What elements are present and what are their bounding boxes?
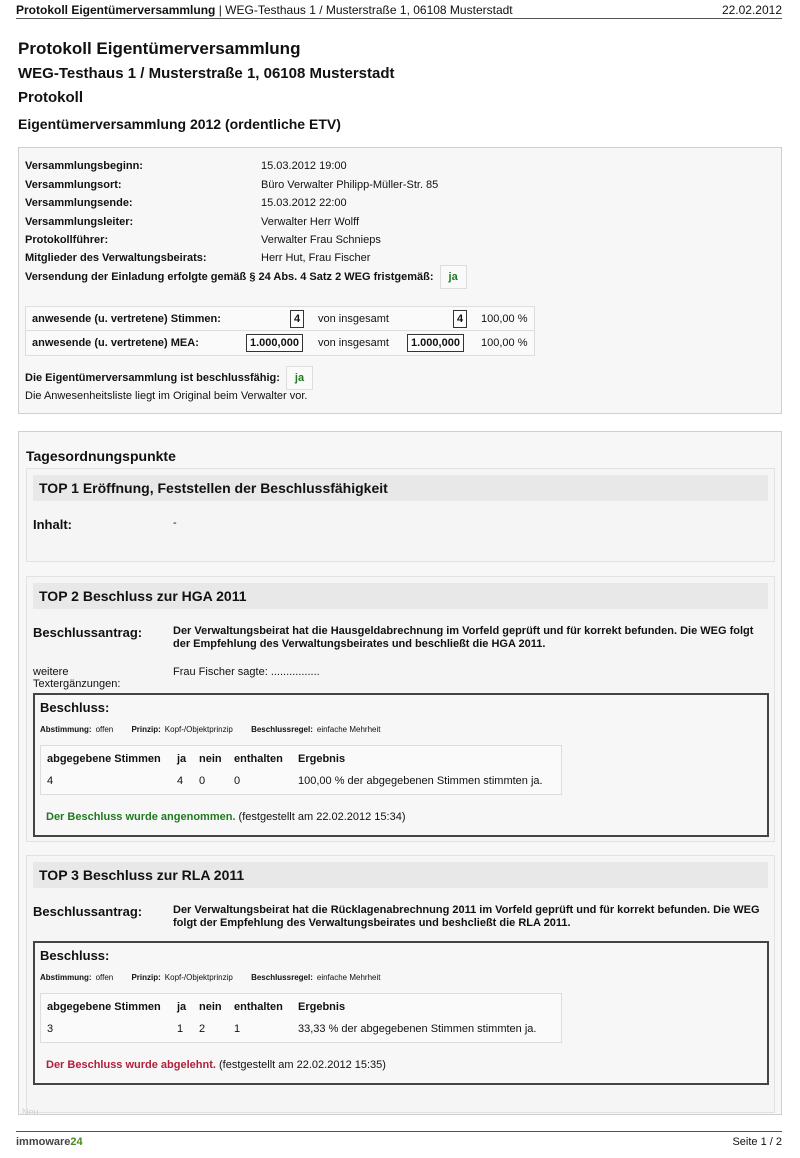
result-note: (festgestellt am 22.02.2012 15:35) — [215, 1059, 386, 1071]
presence-of-label: von insgesamt — [318, 337, 389, 349]
vote-cell: 4 — [177, 775, 184, 787]
top2-decision-meta — [40, 725, 396, 734]
faded-label: Neu — [22, 1107, 39, 1117]
vote-header: nein — [199, 1001, 222, 1013]
attendance-note: Die Anwesenheitsliste liegt im Original beim Verwalter vor. — [25, 390, 308, 402]
top1-heading: TOP 1 Eröffnung, Feststellen der Beschlussfähigkeit — [33, 475, 768, 501]
presence-label: anwesende (u. vertretene) MEA: — [32, 337, 199, 349]
vote-header: nein — [199, 753, 222, 765]
voting-value: offen — [95, 973, 114, 982]
brand-logo — [16, 1136, 83, 1148]
info-label: Protokollführer: — [25, 234, 109, 246]
top3-result — [46, 1059, 386, 1071]
voting-value: offen — [95, 725, 114, 734]
principle-value: Kopf-/Objektprinzip — [164, 973, 233, 982]
top3-decision-meta — [40, 973, 396, 982]
invitation-row — [25, 265, 467, 289]
vote-cell: 1 — [234, 1023, 241, 1035]
vote-header: ja — [177, 753, 187, 765]
info-value: 15.03.2012 22:00 — [261, 197, 347, 209]
presence-total-value: 1.000,000 — [407, 334, 464, 352]
meeting-info-panel — [18, 147, 782, 414]
presence-row-votes — [26, 307, 534, 331]
top2-result — [46, 811, 406, 823]
top3-decision-box — [33, 941, 769, 1085]
vote-header: abgegebene Stimmen — [47, 1001, 161, 1013]
principle-label: Prinzip: — [131, 973, 161, 982]
result-status: Der Beschluss wurde angenommen. — [46, 811, 236, 823]
protocol-heading: Protokoll — [18, 89, 84, 106]
quorum-label: Die Eigentümerversammlung ist beschlussfähig: — [25, 372, 280, 384]
info-value: Büro Verwalter Philipp-Müller-Str. 85 — [261, 179, 439, 191]
rule-label: Beschlussregel: — [251, 973, 313, 982]
page-number: Seite 1 / 2 — [732, 1135, 782, 1148]
presence-row-mea — [26, 331, 534, 355]
voting-label: Abstimmung: — [40, 973, 92, 982]
top2-decision-title: Beschluss: — [40, 700, 110, 715]
presence-percent: 100,00 % — [481, 313, 528, 325]
vote-cell: 100,00 % der abgegebenen Stimmen stimmten ja. — [298, 775, 543, 787]
quorum-row — [25, 366, 313, 390]
top2-motion-text: Der Verwaltungsbeirat hat die Hausgeldabrechnung im Vorfeld geprüft und für korrekt befunden. Die WEG folgt der Empfehlung des Verwaltungsbeirates und beschließt die HGA 2011. — [173, 625, 754, 650]
top3-motion-label: Beschlussantrag: — [33, 904, 143, 919]
vote-cell: 4 — [47, 775, 54, 787]
rule-label: Beschlussregel: — [251, 725, 313, 734]
page-title: Protokoll Eigentümerversammlung — [18, 39, 301, 58]
vote-header: enthalten — [234, 1001, 283, 1013]
vote-cell: 1 — [177, 1023, 184, 1035]
info-value: Verwalter Herr Wolff — [261, 216, 360, 228]
principle-value: Kopf-/Objektprinzip — [164, 725, 233, 734]
agenda-title: Tagesordnungspunkte — [26, 448, 176, 464]
info-value: Verwalter Frau Schnieps — [261, 234, 381, 246]
header-date: 22.02.2012 — [721, 3, 782, 17]
agenda-panel — [18, 431, 782, 1115]
invitation-status-badge: ja — [440, 265, 467, 289]
header-title-bold: Protokoll Eigentümerversammlung — [16, 3, 216, 17]
presence-present-value: 4 — [290, 310, 304, 328]
property-title: WEG-Testhaus 1 / Musterstraße 1, 06108 Musterstadt — [18, 65, 395, 82]
top3-motion-text: Der Verwaltungsbeirat hat die Rücklagenabrechnung 2011 im Vorfeld geprüft und für korrekt befunden. Die WEG folgt der Empfehlung des Verwaltungsbeirates und beshcließt die RLA 2011. — [173, 904, 760, 929]
vote-header: Ergebnis — [298, 1001, 346, 1013]
header-title-rest: | WEG-Testhaus 1 / Musterstraße 1, 06108 Musterstadt — [215, 3, 513, 17]
vote-header: abgegebene Stimmen — [47, 753, 161, 765]
rule-value: einfache Mehrheit — [316, 725, 381, 734]
invitation-label: Versendung der Einladung erfolgte gemäß § 24 Abs. 4 Satz 2 WEG fristgemäß: — [25, 271, 434, 283]
rule-value: einfache Mehrheit — [316, 973, 381, 982]
top2-vote-table — [40, 745, 562, 795]
vote-cell: 3 — [47, 1023, 54, 1035]
presence-total-value: 4 — [453, 310, 467, 328]
presence-table — [25, 306, 535, 356]
top3-decision-title: Beschluss: — [40, 948, 110, 963]
vote-header: ja — [177, 1001, 187, 1013]
top2-heading: TOP 2 Beschluss zur HGA 2011 — [33, 583, 768, 609]
top2-motion-label: Beschlussantrag: — [33, 625, 143, 640]
top1-content-value: - — [173, 517, 177, 529]
top2-decision-box — [33, 693, 769, 837]
agenda-item-top3 — [26, 855, 775, 1113]
top2-extra-text: Frau Fischer sagte: ................ — [173, 666, 320, 678]
agenda-item-top1 — [26, 468, 775, 562]
presence-percent: 100,00 % — [481, 337, 528, 349]
result-note: (festgestellt am 22.02.2012 15:34) — [235, 811, 406, 823]
brand-text: immoware — [16, 1135, 71, 1148]
result-status: Der Beschluss wurde abgelehnt. — [46, 1059, 216, 1071]
info-label: Versammlungsort: — [25, 179, 122, 191]
vote-cell: 0 — [199, 775, 206, 787]
info-label: Versammlungsleiter: — [25, 216, 134, 228]
vote-cell: 0 — [234, 775, 241, 787]
document-header-bar — [16, 3, 782, 19]
top1-content-label: Inhalt: — [33, 517, 72, 532]
info-value: Herr Hut, Frau Fischer — [261, 252, 371, 264]
info-label: Mitglieder des Verwaltungsbeirats: — [25, 252, 207, 264]
vote-header: Ergebnis — [298, 753, 346, 765]
top2-extra-label: weitere Textergänzungen: — [33, 666, 121, 690]
vote-header: enthalten — [234, 753, 283, 765]
top3-heading: TOP 3 Beschluss zur RLA 2011 — [33, 862, 768, 888]
info-label: Versammlungsbeginn: — [25, 160, 143, 172]
presence-of-label: von insgesamt — [318, 313, 389, 325]
presence-label: anwesende (u. vertretene) Stimmen: — [32, 313, 221, 325]
title-block — [18, 38, 778, 134]
presence-present-value: 1.000,000 — [246, 334, 303, 352]
vote-cell: 2 — [199, 1023, 206, 1035]
top3-vote-table — [40, 993, 562, 1043]
meeting-heading: Eigentümerversammlung 2012 (ordentliche ETV) — [18, 116, 341, 132]
header-title — [16, 3, 513, 17]
info-value: 15.03.2012 19:00 — [261, 160, 347, 172]
quorum-status-badge: ja — [286, 366, 313, 390]
vote-cell: 33,33 % der abgegebenen Stimmen stimmten ja. — [298, 1023, 537, 1035]
document-footer — [16, 1131, 782, 1151]
agenda-item-top2 — [26, 576, 775, 842]
brand-number: 24 — [70, 1135, 83, 1148]
principle-label: Prinzip: — [131, 725, 161, 734]
info-label: Versammlungsende: — [25, 197, 133, 209]
voting-label: Abstimmung: — [40, 725, 92, 734]
